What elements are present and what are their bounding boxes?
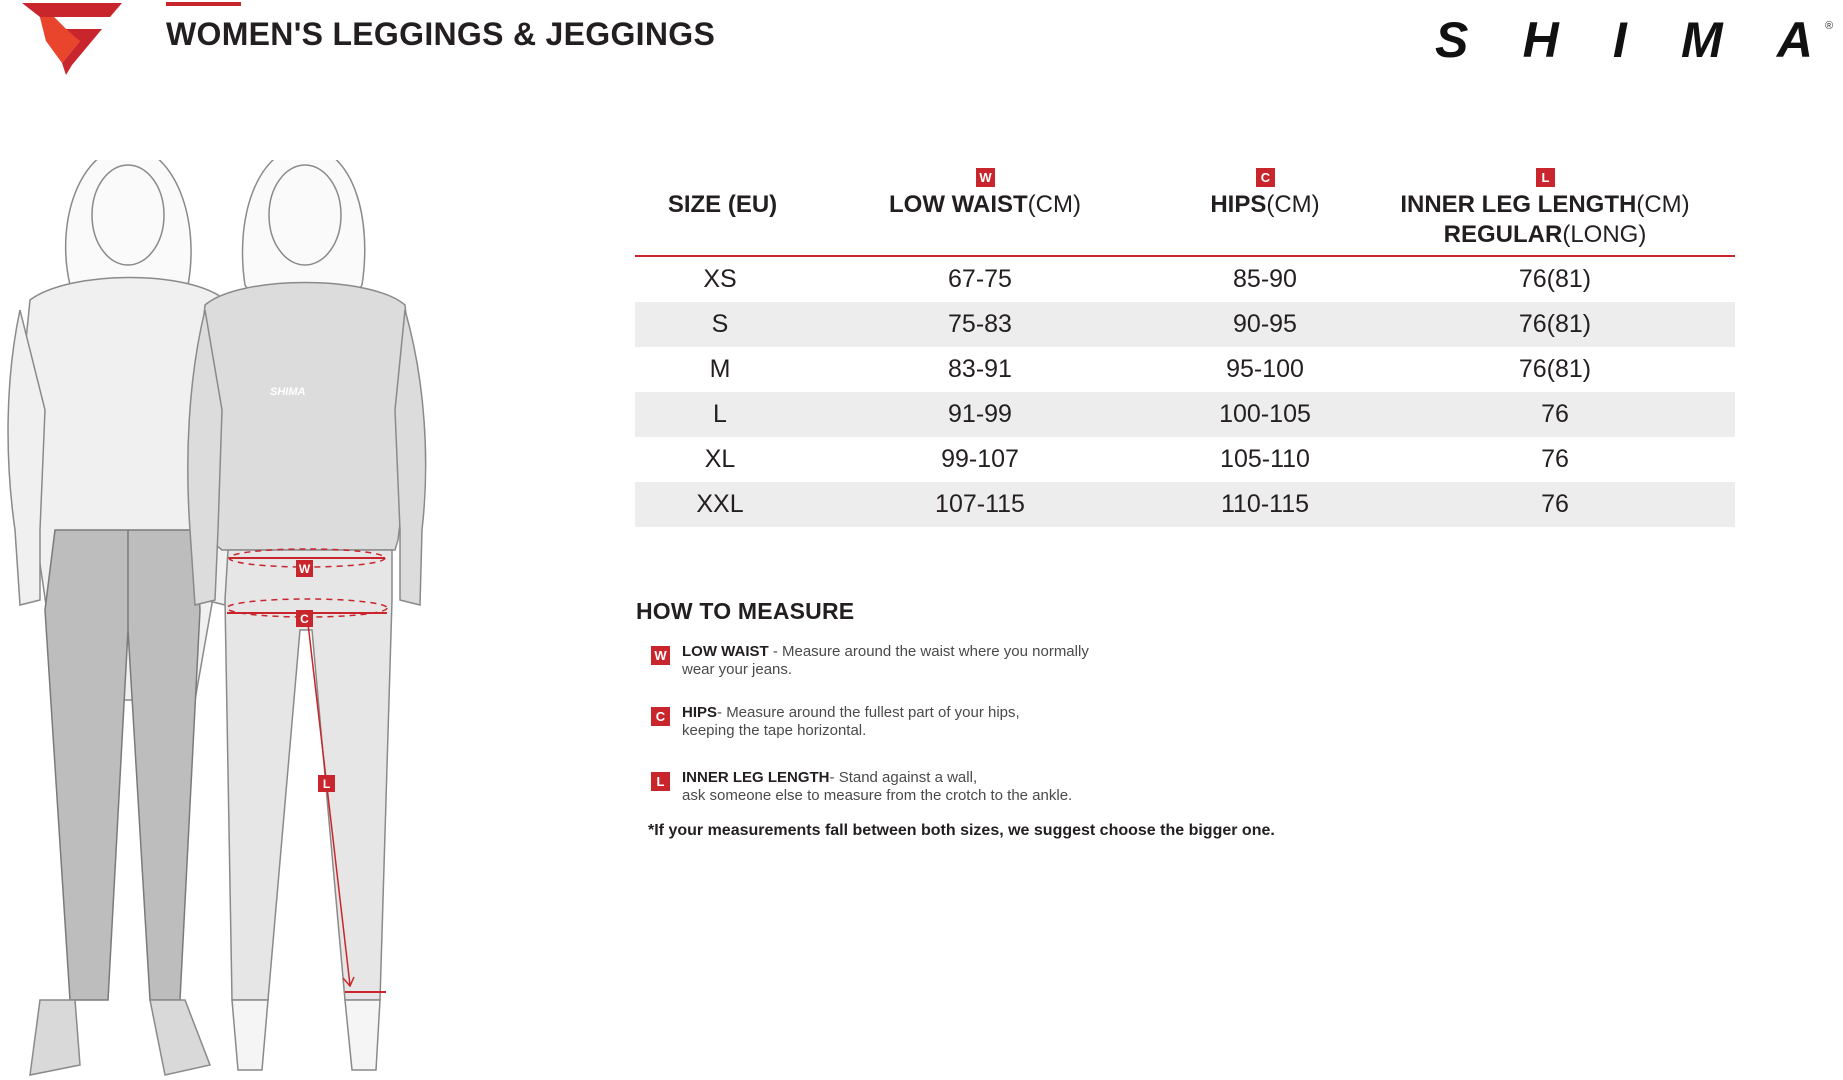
cell-leg: 76(81) (1518, 265, 1592, 293)
table-row (635, 482, 1735, 527)
leg-badge: L (1536, 168, 1555, 187)
jeggings-figure (8, 160, 235, 1075)
table-header (635, 160, 1735, 257)
svg-text:SHIMA: SHIMA (1435, 15, 1817, 65)
svg-text:L: L (322, 777, 331, 791)
waist-badge: W (976, 168, 995, 187)
cell-hips: 90-95 (1233, 310, 1297, 338)
header-low-waist: W LOW WAIST(CM) (889, 170, 1081, 218)
cell-waist: 75-83 (948, 310, 1012, 338)
table-body (635, 257, 1735, 527)
waist-badge: W (651, 646, 670, 665)
model-figures-illustration (0, 160, 440, 1080)
how-to-measure (636, 598, 1436, 839)
cell-hips: 110-115 (1220, 490, 1310, 518)
svg-text:C: C (300, 612, 309, 626)
size-table (635, 160, 1735, 527)
cell-size: XL (704, 445, 736, 473)
cell-size: S (711, 310, 729, 338)
leg-badge: L (651, 772, 670, 791)
cell-size: XXL (696, 490, 744, 518)
table-row (635, 392, 1735, 437)
cell-size: L (713, 400, 727, 428)
cell-waist: 107-115 (935, 490, 1025, 518)
cell-waist: 83-91 (948, 355, 1012, 383)
table-row (635, 257, 1735, 302)
cell-hips: 95-100 (1226, 355, 1304, 383)
hips-badge: C (651, 707, 670, 726)
measure-item-waist: W LOW WAIST - Measure around the waist where you normally wear your jeans. (636, 643, 1089, 679)
cell-hips: 85-90 (1233, 265, 1297, 293)
cell-waist: 99-107 (941, 445, 1019, 473)
table-row (635, 302, 1735, 347)
svg-text:W: W (298, 562, 311, 576)
table-row (635, 437, 1735, 482)
table-row (635, 347, 1735, 392)
cell-hips: 100-105 (1219, 400, 1311, 428)
hips-badge: C (1256, 168, 1275, 187)
cell-waist: 67-75 (948, 265, 1012, 293)
cell-leg: 76 (1541, 490, 1569, 518)
header-size: SIZE (EU) (667, 191, 778, 218)
cell-leg: 76(81) (1518, 310, 1592, 338)
svg-text:SHIMA: SHIMA (270, 386, 306, 398)
cell-size: XS (703, 265, 737, 293)
size-footnote: *If your measurements fall between both sizes, we suggest choose the bigger one. (648, 822, 1275, 839)
title-accent-rule (166, 2, 241, 6)
cell-leg: 76 (1541, 445, 1569, 473)
measure-item-inner-leg: L INNER LEG LENGTH- Stand against a wall, ask someone else to measure from the crotch to the ankle. (636, 769, 1072, 805)
cell-hips: 105-110 (1220, 445, 1310, 473)
header-hips: C HIPS(CM) (1210, 170, 1320, 218)
measure-item-hips: C HIPS- Measure around the fullest part of your hips, keeping the tape horizontal. (636, 704, 1020, 740)
shima-logo (1435, 15, 1835, 65)
cell-leg: 76 (1541, 400, 1569, 428)
how-to-measure-title: HOW TO MEASURE (636, 598, 855, 624)
svg-text:®: ® (1825, 20, 1834, 32)
cell-waist: 91-99 (948, 400, 1012, 428)
cell-size: M (709, 355, 731, 383)
page-title: WOMEN'S LEGGINGS & JEGGINGS (166, 16, 716, 52)
header-inner-leg: L INNER LEG LENGTH(CM) REGULAR(LONG) (1400, 170, 1690, 248)
brand-mark-icon (22, 3, 122, 75)
cell-leg: 76(81) (1518, 355, 1592, 383)
